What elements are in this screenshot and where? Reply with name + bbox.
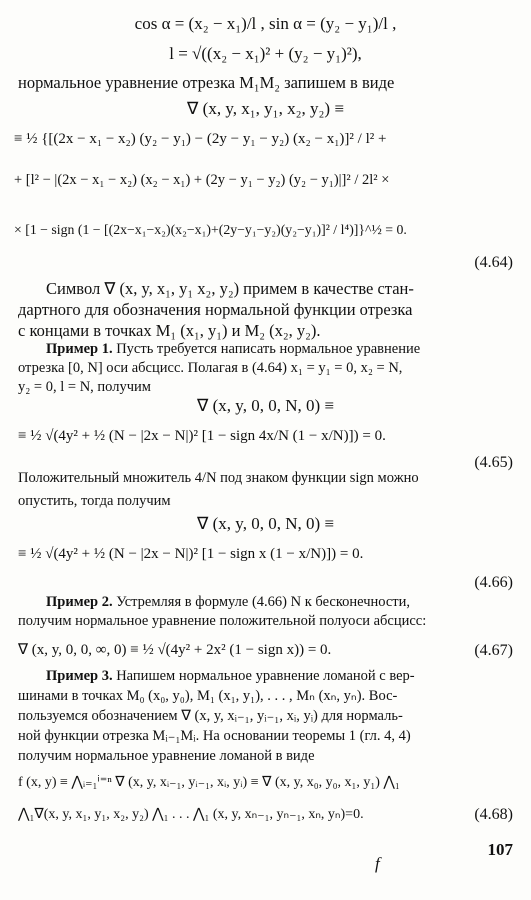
equation-number: (4.66) bbox=[474, 574, 513, 591]
example-label: Пример 3. bbox=[46, 668, 113, 684]
equation-number: (4.65) bbox=[474, 454, 513, 471]
equation-line: f (x, y) ≡ ⋀ᵢ₌₁ⁱ⁼ⁿ ∇ (x, y, xᵢ₋₁, yᵢ₋₁, xᵢ, yᵢ) ≡ ∇ (x, y, x₀, y₀, x₁, y₁) ⋀₁ bbox=[18, 775, 400, 790]
text-line: отрезка [0, N] оси абсцисс. Полагая в (4.64) x₁ = y₁ = 0, x₂ = N, bbox=[18, 360, 403, 376]
equation-number: (4.68) bbox=[474, 806, 513, 823]
equation-length: l = √((x₂ − x₁)² + (y₂ − y₁)²), bbox=[169, 44, 362, 63]
equation-line: ≡ ½ √(4y² + ½ (N − |2x − N|)² [1 − sign 4x/N (1 − x/N)]) = 0. bbox=[18, 428, 386, 444]
equation-line: ∇ (x, y, x₁, y₁, x₂, y₂) ≡ bbox=[187, 99, 344, 118]
text-span: Напишем нормальное уравнение ломаной с вер- bbox=[112, 668, 415, 684]
equation-line: ⋀₁∇(x, y, x₁, y₁, x₂, y₂) ⋀₁ . . . ⋀₁ (x, y, xₙ₋₁, yₙ₋₁, xₙ, yₙ)=0. bbox=[18, 807, 364, 822]
equation-line: ∇ (x, y, 0, 0, N, 0) ≡ bbox=[197, 514, 334, 533]
equation-line: ≡ ½ {[(2x − x₁ − x₂) (y₂ − y₁) − (2y − y₁ − y₂) (x₂ − x₁)]² / l² + bbox=[14, 131, 387, 147]
text-line: получим нормальное уравнение положительной полуоси абсцисс: bbox=[18, 613, 427, 629]
text-line: дартного для обозначения нормальной функции отрезка bbox=[18, 300, 413, 319]
equation-line: + [l² − |(2x − x₁ − x₂) (x₂ − x₁) + (2y − y₁ − y₂) (y₂ − y₁)|]² / 2l² × bbox=[14, 172, 390, 188]
example-label: Пример 2. bbox=[46, 594, 113, 610]
text-line: Символ ∇ (x, y, x₁, y₁ x₂, y₂) примем в качестве стан- bbox=[46, 279, 414, 298]
equation-cos-sin: cos α = (x₂ − x₁)/l , sin α = (y₂ − y₁)/l , bbox=[134, 14, 397, 33]
example-label: Пример 1. bbox=[46, 341, 113, 357]
equation-line: ≡ ½ √(4y² + ½ (N − |2x − N|)² [1 − sign x (1 − x/N)]) = 0. bbox=[18, 546, 364, 562]
page-number: 107 bbox=[487, 840, 513, 859]
stray-mark: f bbox=[375, 854, 380, 873]
equation-line: × [1 − sign (1 − [(2x−x₁−x₂)(x₂−x₁)+(2y−y₁−y₂)(y₂−y₁)]² / l⁴)]}^½ = 0. bbox=[14, 222, 407, 237]
equation-number: (4.67) bbox=[474, 642, 513, 659]
text-line: Положительный множитель 4/N под знаком функции sign можно bbox=[18, 470, 419, 486]
text-line: с концами в точках M₁ (x₁, y₁) и M₂ (x₂, y₂). bbox=[18, 321, 321, 340]
text-line bbox=[46, 341, 531, 358]
text-line: нормальное уравнение отрезка M₁M₂ запишем в виде bbox=[18, 73, 395, 92]
text-line: y₂ = 0, l = N, получим bbox=[18, 379, 151, 395]
text-line: ной функции отрезка Mᵢ₋₁Mᵢ. На основании теоремы 1 (гл. 4, 4) bbox=[18, 728, 411, 744]
equation-line: ∇ (x, y, 0, 0, N, 0) ≡ bbox=[197, 396, 334, 415]
equation-line: ∇ (x, y, 0, 0, ∞, 0) ≡ ½ √(4y² + 2x² (1 − sign x)) = 0. bbox=[18, 642, 332, 658]
text-line: пользуемся обозначением ∇ (x, y, xᵢ₋₁, yᵢ₋₁, xᵢ, yᵢ) для нормаль- bbox=[18, 708, 403, 724]
text-line: получим нормальное уравнение ломаной в виде bbox=[18, 748, 315, 764]
text-line bbox=[46, 594, 531, 611]
text-span: Пусть требуется написать нормальное уравнение bbox=[112, 341, 421, 357]
text-span: Устремляя в формуле (4.66) N к бесконечности, bbox=[112, 594, 411, 610]
text-line: шинами в точках M₀ (x₀, y₀), M₁ (x₁, y₁), . . . , Mₙ (xₙ, yₙ). Вос- bbox=[18, 688, 398, 704]
equation-number: (4.64) bbox=[474, 254, 513, 271]
text-line: опустить, тогда получим bbox=[18, 493, 171, 509]
text-line bbox=[46, 668, 531, 685]
